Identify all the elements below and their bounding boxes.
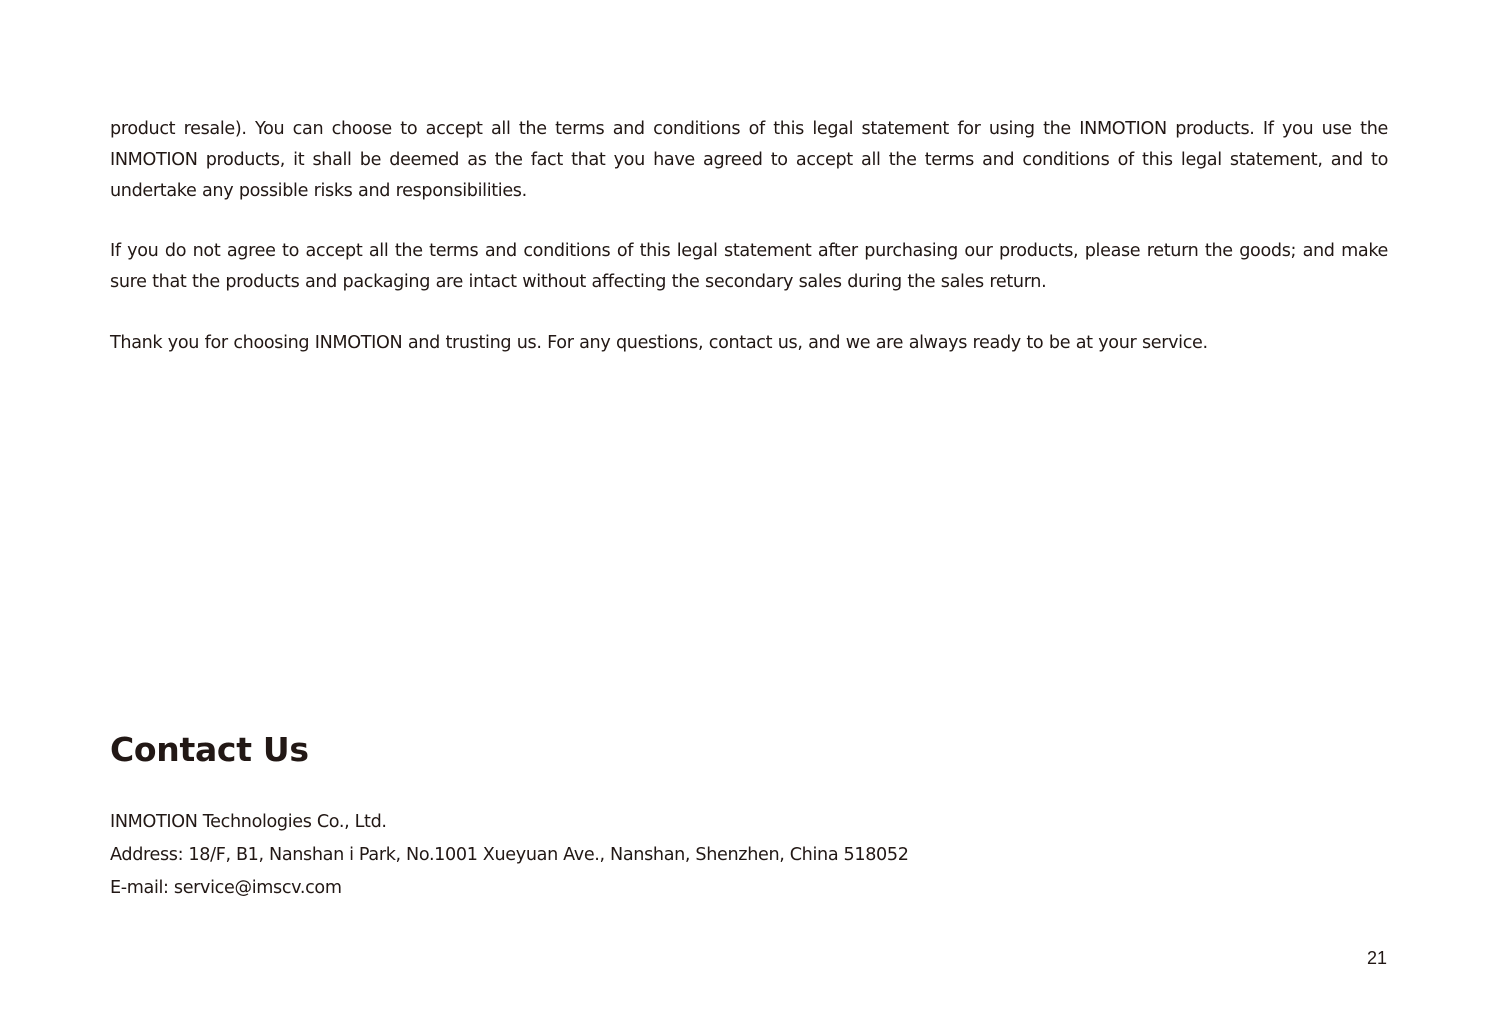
page-number: 21 [1366, 948, 1387, 968]
legal-paragraph-resale: product resale). You can choose to accept all the terms and conditions of this legal statement for using the INMOTION products. If you use the INMOTION products, it shall be deemed as the fact that you have agreed to accept all the terms and conditions of this legal statement, and to undertake any possible risks and responsibilities. [110, 119, 1388, 201]
legal-paragraph-return: If you do not agree to accept all the terms and conditions of this legal statement after purchasing our products, please return the goods; and make sure that the products and packaging are intact without affecting the secondary sales during the sales return. [110, 241, 1388, 292]
thank-you-paragraph: Thank you for choosing INMOTION and trusting us. For any questions, contact us, and we are always ready to be at your service. [110, 333, 1208, 353]
company-name: INMOTION Technologies Co., Ltd. [110, 812, 387, 832]
contact-us-heading: Contact Us [110, 730, 309, 769]
company-email: E-mail: service@imscv.com [110, 878, 342, 898]
company-address: Address: 18/F, B1, Nanshan i Park, No.1001 Xueyuan Ave., Nanshan, Shenzhen, China 518052 [110, 845, 909, 865]
